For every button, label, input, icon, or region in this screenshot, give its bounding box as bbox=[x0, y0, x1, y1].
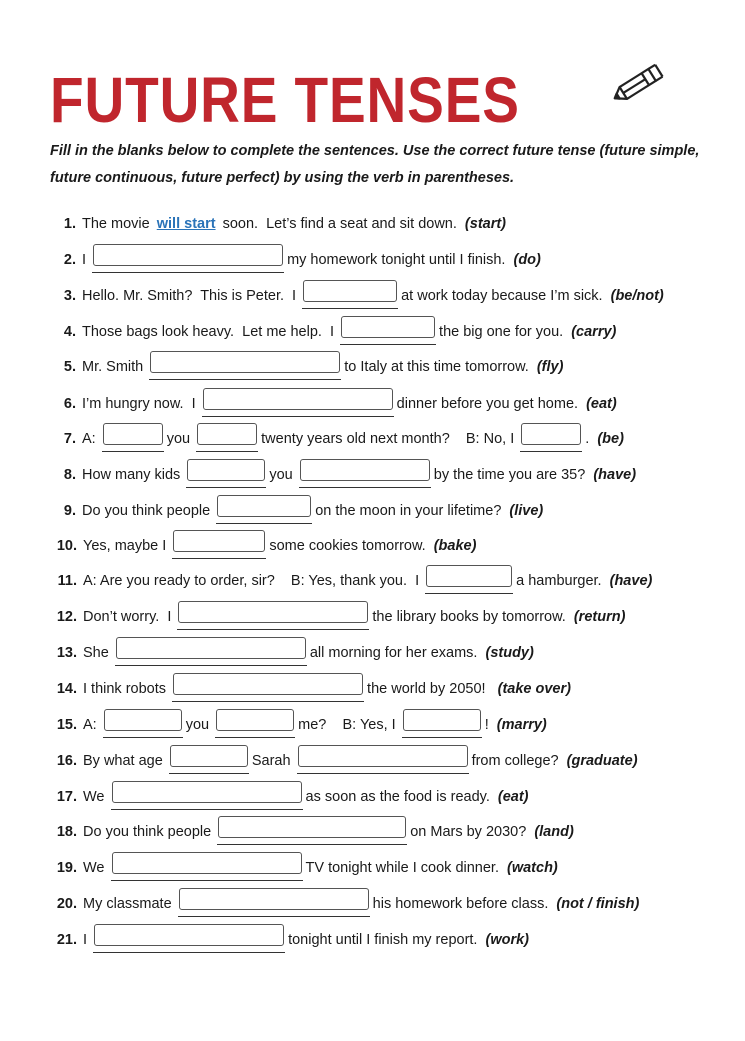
question-14 bbox=[50, 675, 571, 703]
answer-blank[interactable] bbox=[104, 709, 182, 731]
question-text: Don’t worry. I bbox=[83, 609, 176, 625]
question-text: on Mars by 2030? bbox=[410, 824, 531, 840]
question-number: 13. bbox=[56, 645, 77, 661]
question-text: Hello. Mr. Smith? This is Peter. I bbox=[82, 288, 301, 304]
verb-hint: (take over) bbox=[497, 681, 571, 697]
question-text: by the time you are 35? bbox=[433, 467, 590, 483]
verb-hint: (have) bbox=[609, 573, 653, 589]
answer-blank[interactable] bbox=[300, 459, 430, 481]
question-number: 5. bbox=[63, 359, 76, 375]
question-text: By what age bbox=[83, 753, 167, 769]
question-1 bbox=[50, 210, 506, 238]
question-text: I’m hungry now. I bbox=[82, 396, 200, 412]
question-text: Those bags look heavy. Let me help. I bbox=[82, 324, 339, 340]
question-16 bbox=[50, 747, 638, 775]
question-7 bbox=[50, 425, 624, 453]
answer-blank[interactable] bbox=[178, 601, 368, 623]
question-number: 10. bbox=[56, 538, 77, 554]
question-text: I think robots bbox=[83, 681, 171, 697]
verb-hint: (live) bbox=[509, 503, 544, 519]
question-text: tonight until I finish my report. bbox=[288, 932, 482, 948]
answer-blank[interactable] bbox=[103, 423, 163, 445]
question-6 bbox=[50, 390, 617, 418]
verb-hint: (fly) bbox=[536, 359, 564, 375]
question-number: 4. bbox=[63, 324, 76, 340]
verb-hint: (be) bbox=[597, 431, 624, 447]
question-9 bbox=[50, 497, 543, 525]
question-text: my homework tonight until I finish. bbox=[287, 252, 510, 268]
question-text: his homework before class. bbox=[372, 896, 553, 912]
question-5 bbox=[50, 353, 563, 381]
question-text: A: bbox=[83, 717, 101, 733]
question-number: 12. bbox=[56, 609, 77, 625]
question-text: on the moon in your lifetime? bbox=[315, 503, 506, 519]
verb-hint: (eat) bbox=[497, 789, 529, 805]
question-text: all morning for her exams. bbox=[309, 645, 482, 661]
question-text: some cookies tomorrow. bbox=[269, 538, 430, 554]
example-answer: will start bbox=[156, 216, 216, 232]
verb-hint: (eat) bbox=[586, 396, 617, 412]
question-text: from college? bbox=[471, 753, 563, 769]
verb-hint: (carry) bbox=[571, 324, 617, 340]
question-number: 2. bbox=[63, 252, 76, 268]
answer-blank[interactable] bbox=[173, 673, 363, 695]
question-text: dinner before you get home. bbox=[396, 396, 583, 412]
question-text: TV tonight while I cook dinner. bbox=[305, 860, 504, 876]
question-text: ! bbox=[484, 717, 493, 733]
worksheet-title: FUTURE TENSES bbox=[50, 64, 520, 136]
question-text: me? B: Yes, I bbox=[298, 717, 400, 733]
question-number: 3. bbox=[63, 288, 76, 304]
question-text: the world by 2050! bbox=[367, 681, 494, 697]
answer-blank[interactable] bbox=[93, 244, 283, 266]
question-number: 8. bbox=[63, 467, 76, 483]
answer-blank[interactable] bbox=[170, 745, 248, 767]
question-text: Do you think people bbox=[82, 503, 215, 519]
verb-hint: (marry) bbox=[496, 717, 547, 733]
question-text: My classmate bbox=[83, 896, 176, 912]
question-20 bbox=[50, 890, 639, 918]
question-18 bbox=[50, 818, 574, 846]
question-text: . bbox=[585, 431, 594, 447]
question-number: 7. bbox=[63, 431, 76, 447]
verb-hint: (not / finish) bbox=[556, 896, 640, 912]
verb-hint: (watch) bbox=[507, 860, 558, 876]
question-text: The movie bbox=[82, 216, 154, 232]
answer-blank[interactable] bbox=[112, 781, 302, 803]
question-text: you bbox=[166, 431, 195, 447]
verb-hint: (study) bbox=[485, 645, 534, 661]
question-text: Do you think people bbox=[83, 824, 216, 840]
question-number: 17. bbox=[56, 789, 77, 805]
question-number: 1. bbox=[63, 216, 76, 232]
answer-blank[interactable] bbox=[426, 565, 512, 587]
answer-blank[interactable] bbox=[187, 459, 265, 481]
question-text: Yes, maybe I bbox=[83, 538, 171, 554]
verb-hint: (start) bbox=[464, 216, 507, 232]
verb-hint: (bake) bbox=[433, 538, 477, 554]
answer-blank[interactable] bbox=[150, 351, 340, 373]
question-text: She bbox=[83, 645, 113, 661]
answer-blank[interactable] bbox=[173, 530, 265, 552]
question-4 bbox=[50, 318, 616, 346]
question-number: 18. bbox=[56, 824, 77, 840]
question-text: twenty years old next month? B: No, I bbox=[261, 431, 519, 447]
question-3 bbox=[50, 282, 664, 310]
question-19 bbox=[50, 854, 558, 882]
question-21 bbox=[50, 926, 529, 954]
question-text: A: Are you ready to order, sir? B: Yes, thank you. I bbox=[83, 573, 424, 589]
question-text: soon. Let’s find a seat and sit down. bbox=[218, 216, 461, 232]
question-text: at work today because I’m sick. bbox=[401, 288, 607, 304]
question-number: 19. bbox=[56, 860, 77, 876]
verb-hint: (graduate) bbox=[566, 753, 638, 769]
question-12 bbox=[50, 603, 625, 631]
question-text: you bbox=[185, 717, 214, 733]
answer-blank[interactable] bbox=[94, 924, 284, 946]
question-number: 14. bbox=[56, 681, 77, 697]
instructions: Fill in the blanks below to complete the sentences. Use the correct future tense (future simple, future continuous, future perfect) by using the verb in parentheses. bbox=[50, 143, 700, 186]
answer-blank[interactable] bbox=[197, 423, 257, 445]
question-number: 9. bbox=[63, 503, 76, 519]
question-text: Mr. Smith bbox=[82, 359, 148, 375]
verb-hint: (land) bbox=[534, 824, 574, 840]
answer-blank[interactable] bbox=[298, 745, 468, 767]
question-text: Sarah bbox=[251, 753, 295, 769]
answer-blank[interactable] bbox=[218, 816, 406, 838]
answer-blank[interactable] bbox=[341, 316, 435, 338]
question-13 bbox=[50, 639, 534, 667]
answer-blank[interactable] bbox=[179, 888, 369, 910]
answer-blank[interactable] bbox=[217, 495, 311, 517]
question-8 bbox=[50, 461, 636, 489]
verb-hint: (be/not) bbox=[610, 288, 664, 304]
question-text: We bbox=[83, 860, 109, 876]
question-17 bbox=[50, 783, 529, 811]
verb-hint: (work) bbox=[485, 932, 529, 948]
question-number: 21. bbox=[56, 932, 77, 948]
question-number: 16. bbox=[56, 753, 77, 769]
question-number: 11. bbox=[57, 573, 77, 589]
question-text: We bbox=[83, 789, 109, 805]
question-number: 15. bbox=[56, 717, 77, 733]
question-text: A: bbox=[82, 431, 100, 447]
pencil-icon bbox=[605, 62, 667, 108]
answer-blank[interactable] bbox=[203, 388, 393, 410]
question-text: I bbox=[82, 252, 91, 268]
verb-hint: (return) bbox=[573, 609, 626, 625]
question-text: a hamburger. bbox=[516, 573, 606, 589]
answer-blank[interactable] bbox=[521, 423, 581, 445]
question-number: 20. bbox=[56, 896, 77, 912]
verb-hint: (have) bbox=[593, 467, 637, 483]
question-11 bbox=[50, 567, 652, 595]
answer-blank[interactable] bbox=[303, 280, 397, 302]
answer-blank[interactable] bbox=[216, 709, 294, 731]
question-10 bbox=[50, 532, 476, 560]
question-2 bbox=[50, 246, 541, 274]
question-text: to Italy at this time tomorrow. bbox=[344, 359, 533, 375]
answer-blank[interactable] bbox=[403, 709, 481, 731]
question-text: I bbox=[83, 932, 92, 948]
answer-blank[interactable] bbox=[116, 637, 306, 659]
question-text: the library books by tomorrow. bbox=[372, 609, 570, 625]
question-text: the big one for you. bbox=[439, 324, 568, 340]
question-text: as soon as the food is ready. bbox=[305, 789, 494, 805]
verb-hint: (do) bbox=[513, 252, 541, 268]
answer-blank[interactable] bbox=[112, 852, 302, 874]
question-15 bbox=[50, 711, 547, 739]
question-text: you bbox=[269, 467, 297, 483]
question-number: 6. bbox=[63, 396, 76, 412]
question-text: How many kids bbox=[82, 467, 185, 483]
